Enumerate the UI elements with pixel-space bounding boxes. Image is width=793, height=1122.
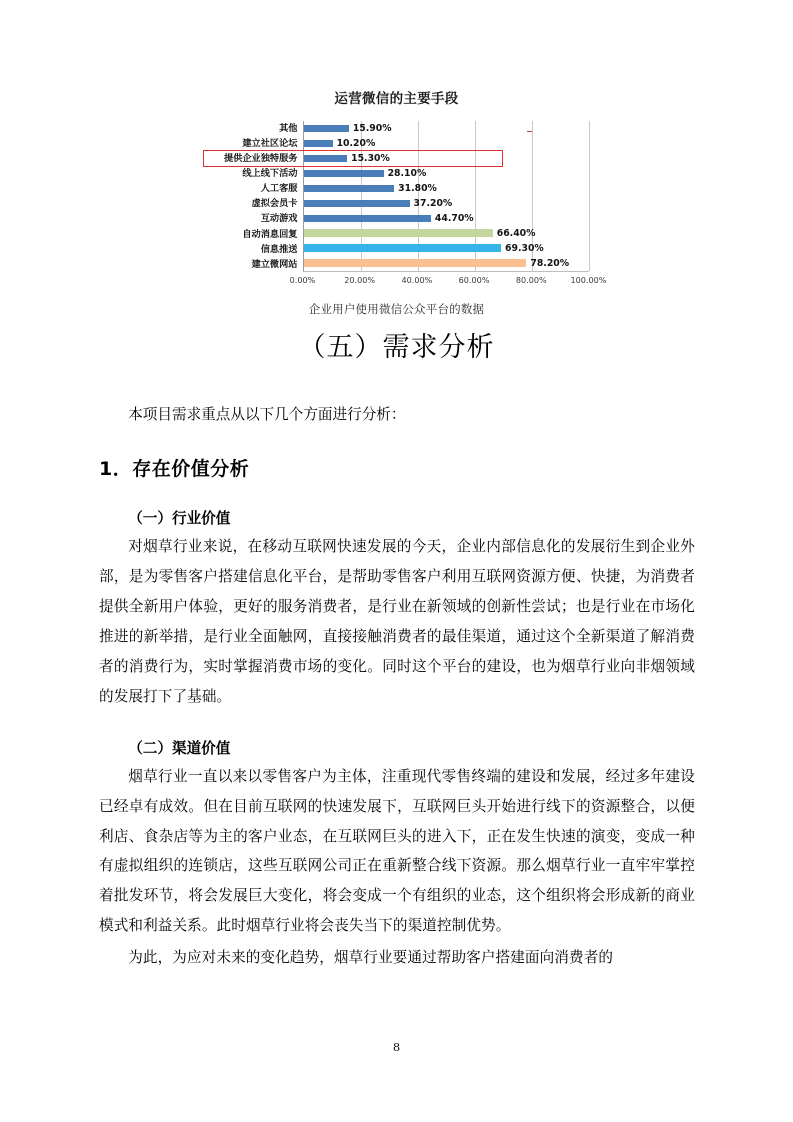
chart-tick-label: 80.00% (515, 274, 547, 285)
chart-bar (304, 200, 410, 207)
chart-caption: 企业用户使用微信公众平台的数据 (308, 301, 485, 316)
chart-bar-value-label: 28.10% (387, 167, 427, 179)
chart-category-label: 互动游戏 (260, 213, 298, 225)
chart-category-label: 建立社区论坛 (242, 137, 298, 149)
chart-container (205, 91, 607, 317)
chart-bar-rows (304, 121, 589, 271)
page-number: 8 (392, 1040, 401, 1054)
chart-title: 运营微信的主要手段 (334, 91, 459, 107)
chart-bar (304, 185, 395, 192)
chart-tick-label: 60.00% (458, 274, 490, 285)
chart-category-label: 建立微网站 (251, 258, 298, 270)
chart-bar-row (304, 196, 589, 211)
chart-bar-row (304, 121, 589, 136)
paragraph-channel-value-continued: 为此，为应对未来的变化趋势，烟草行业要通过帮助客户搭建面向消费者的 (128, 949, 614, 967)
chart-bar-row (304, 136, 589, 151)
chart-bar-value-label: 15.90% (352, 122, 392, 134)
chart-category-label: 信息推送 (260, 243, 298, 255)
chart-category-label: 人工客服 (260, 183, 298, 195)
chart-bar (304, 259, 527, 267)
chart-plot-area (205, 121, 589, 272)
chart-bar-value-label: 10.20% (336, 137, 376, 149)
chart-category-label: 虚拟会员卡 (251, 198, 298, 210)
chart-category-label: 线上线下活动 (242, 168, 298, 180)
chart-bar-row (304, 181, 589, 196)
chart-bar (304, 215, 431, 222)
chart-bar (304, 170, 384, 177)
chart-category-axis (205, 121, 303, 272)
chart-bar-row (304, 151, 589, 166)
document-body (99, 402, 695, 973)
chart-bar-row (304, 211, 589, 226)
chart-tick-label: 100.00% (570, 274, 607, 285)
intro-paragraph: 本项目需求重点从以下几个方面进行分析： (128, 406, 406, 423)
chart-category-label: 自动消息回复 (242, 228, 298, 240)
chart-red-mark-icon (527, 131, 532, 133)
chart-bars-area (303, 121, 589, 272)
paragraph-industry-value: 对烟草行业来说，在移动互联网快速发展的今天，企业内部信息化的发展衍生到企业外部，是为零售客户搭建信息化平台，是帮助零售客户利用互联网资源方便、快捷，为消费者提供全新用户体验，更好的服务消费者，是行业在新领域的创新性尝试；也是行业在市场化推进的新举措，是行业全面触网，直接接触消费者的最佳渠道，通过这个全新渠道了解消费者的消费行为，实时掌握消费市场的变化。同时这个平台的建设，也为烟草行业向非烟领域的发展打下了基础。 (99, 538, 695, 705)
chart-bar (304, 155, 348, 162)
chart-bar-row (304, 166, 589, 181)
chart-bar (304, 140, 333, 147)
chart-figure (0, 92, 793, 365)
chart-bar (304, 125, 349, 132)
chart-bar-value-label: 69.30% (505, 242, 544, 254)
section-heading-1: 1．存在价值分析 (99, 457, 250, 480)
chart-bar-row (304, 241, 589, 256)
chart-bar (304, 244, 502, 252)
chart-value-axis (289, 272, 607, 288)
chart-bar-row (304, 226, 589, 241)
chart-tick-label: 20.00% (344, 274, 376, 285)
chart-bar-value-label: 15.30% (351, 152, 390, 164)
paragraph-channel-value: 烟草行业一直以来以零售客户为主体，注重现代零售终端的建设和发展，经过多年建设已经卓有成效。但在目前互联网的快速发展下，互联网巨头开始进行线下的资源整合，以便利店、食杂店等为主的客户业态，在互联网巨头的进入下，正在发生快速的演变，变成一种有虚拟组织的连锁店，这些互联网公司正在重新整合线下资源。那么烟草行业一直牢牢掌控着批发环节，将会发展巨大变化，将会变成一个有组织的业态，这个组织将会形成新的商业模式和利益关系。此时烟草行业将会丧失当下的渠道控制优势。 (99, 767, 695, 935)
chart-bar-value-label: 78.20% (530, 257, 570, 269)
chart-tick-label: 40.00% (401, 274, 433, 285)
chart-gridline (589, 121, 590, 271)
chart-bar-value-label: 31.80% (398, 182, 437, 194)
subsection-heading-industry-value: （一）行业价值 (128, 510, 231, 528)
chart-bar-value-label: 37.20% (413, 197, 453, 209)
chart-bar-value-label: 44.70% (434, 212, 474, 224)
chart-bar (304, 229, 493, 237)
chart-tick-label: 0.00% (289, 274, 316, 285)
subsection-heading-channel-value: （二）渠道价值 (128, 739, 231, 757)
chart-category-label: 其他 (279, 122, 298, 134)
chart-bar-row (304, 256, 589, 271)
chart-category-label: 提供企业独特服务 (224, 153, 298, 165)
page-title: （五）需求分析 (298, 331, 495, 363)
chart-bar-value-label: 66.40% (496, 227, 536, 239)
